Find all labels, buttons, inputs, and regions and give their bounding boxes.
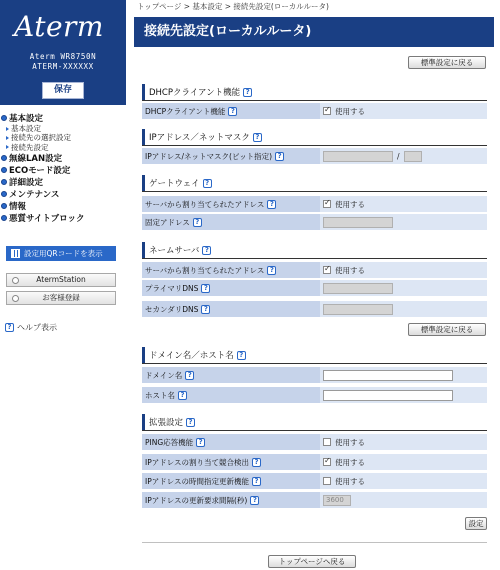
section-title: IPアドレス／ネットマスク bbox=[149, 133, 250, 143]
row-primary-dns bbox=[142, 280, 487, 297]
checkbox-label: 使用する bbox=[335, 106, 365, 116]
row-value bbox=[320, 103, 487, 120]
nav-label: 情報 bbox=[9, 201, 27, 212]
gateway-fixed-address-input[interactable] bbox=[323, 217, 393, 228]
checkbox-label: 使用する bbox=[335, 437, 365, 447]
row-ip-conflict-detection bbox=[142, 454, 487, 471]
aterm-logo: Aterm bbox=[14, 10, 104, 43]
qr-code-icon bbox=[11, 249, 20, 258]
reset-default-button-middle[interactable]: 標準設定に戻る bbox=[408, 323, 486, 336]
nav-label: 無線LAN設定 bbox=[9, 153, 63, 164]
row-value bbox=[320, 367, 487, 384]
row-host-name bbox=[142, 387, 487, 404]
help-icon[interactable]: ? bbox=[202, 246, 211, 255]
row-ping-response bbox=[142, 434, 487, 451]
row-label bbox=[142, 280, 320, 297]
row-timed-renewal bbox=[142, 473, 487, 490]
bullet-icon bbox=[1, 179, 7, 185]
bullet-icon bbox=[1, 215, 7, 221]
nav-label: ECOモード設定 bbox=[9, 165, 71, 176]
sidebar-nav bbox=[0, 112, 126, 224]
row-gateway-fixed bbox=[142, 214, 487, 231]
show-qr-code-button[interactable] bbox=[6, 246, 116, 261]
section-title: DHCPクライアント機能 bbox=[149, 88, 241, 98]
row-value bbox=[320, 148, 487, 165]
model-name: Aterm WR8750N bbox=[29, 52, 97, 61]
section-name-server bbox=[142, 242, 487, 258]
back-to-top-button[interactable]: トップページへ戻る bbox=[268, 555, 356, 568]
section-title: ドメイン名／ホスト名 bbox=[149, 351, 234, 361]
secondary-dns-input[interactable] bbox=[323, 304, 393, 315]
label-text: IPアドレスの更新要求間隔(秒) bbox=[145, 495, 248, 505]
nav-label: 詳細設定 bbox=[9, 177, 44, 188]
help-icon[interactable]: ? bbox=[267, 200, 276, 209]
nav-maintenance[interactable] bbox=[0, 188, 126, 200]
nav-label: 悪質サイトブロック bbox=[9, 213, 85, 224]
row-value bbox=[320, 301, 487, 318]
dns-use-checkbox[interactable] bbox=[323, 266, 331, 274]
help-display-label: ヘルプ表示 bbox=[17, 323, 57, 332]
timed-renewal-checkbox[interactable] bbox=[323, 477, 331, 485]
label-text: 固定アドレス bbox=[145, 217, 190, 227]
nav-eco-mode[interactable] bbox=[0, 164, 126, 176]
help-icon[interactable]: ? bbox=[185, 371, 194, 380]
reset-default-button-top[interactable]: 標準設定に戻る bbox=[408, 56, 486, 69]
label-text: ドメイン名 bbox=[145, 370, 183, 380]
help-display-link[interactable] bbox=[5, 322, 57, 333]
nav-sub-label: 接続先の選択設定 bbox=[11, 133, 71, 143]
nav-sub-label: 基本設定 bbox=[11, 124, 41, 133]
label-text: サーバから割り当てられたアドレス bbox=[145, 199, 265, 209]
dhcp-use-checkbox[interactable] bbox=[323, 107, 331, 115]
checkbox-label: 使用する bbox=[335, 476, 365, 486]
ip-address-input[interactable] bbox=[323, 151, 393, 162]
row-dhcp-client bbox=[142, 103, 487, 120]
help-icon[interactable]: ? bbox=[253, 133, 262, 142]
row-value bbox=[320, 214, 487, 231]
section-title: 拡張設定 bbox=[149, 418, 184, 428]
section-gateway bbox=[142, 175, 487, 191]
label-text: IPアドレスの時間指定更新機能 bbox=[145, 476, 250, 486]
row-label bbox=[142, 387, 320, 404]
arrow-icon bbox=[6, 127, 9, 131]
label-text: セカンダリDNS bbox=[145, 304, 199, 314]
customer-registration-button[interactable] bbox=[6, 291, 116, 305]
help-icon[interactable]: ? bbox=[201, 284, 210, 293]
ping-use-checkbox[interactable] bbox=[323, 438, 331, 446]
help-icon[interactable]: ? bbox=[201, 305, 210, 314]
aterm-station-button[interactable] bbox=[6, 273, 116, 287]
help-icon[interactable]: ? bbox=[252, 458, 261, 467]
row-label bbox=[142, 473, 320, 490]
radio-circle-icon bbox=[12, 295, 19, 302]
help-icon[interactable]: ? bbox=[252, 477, 261, 486]
arrow-icon bbox=[6, 136, 9, 140]
domain-name-input[interactable] bbox=[323, 370, 453, 381]
netmask-bits-input[interactable] bbox=[404, 151, 422, 162]
help-icon[interactable]: ? bbox=[203, 179, 212, 188]
help-icon[interactable]: ? bbox=[196, 438, 205, 447]
gateway-use-checkbox[interactable] bbox=[323, 200, 331, 208]
row-label bbox=[142, 214, 320, 231]
section-dhcp-client bbox=[142, 84, 487, 100]
device-id: ATERM-XXXXXX bbox=[32, 62, 94, 71]
row-value bbox=[320, 196, 487, 213]
nav-wlan-settings[interactable] bbox=[0, 152, 126, 164]
section-domain-host bbox=[142, 347, 487, 363]
row-value bbox=[320, 492, 487, 509]
help-icon[interactable]: ? bbox=[243, 88, 252, 97]
arrow-icon bbox=[6, 145, 9, 149]
label-text: IPアドレスの割り当て競合検出 bbox=[145, 457, 250, 467]
renewal-interval-input[interactable]: 3600 bbox=[323, 495, 351, 506]
brand-panel bbox=[0, 0, 126, 105]
checkbox-label: 使用する bbox=[335, 265, 365, 275]
nav-sub-basic[interactable] bbox=[0, 124, 126, 133]
conflict-detection-checkbox[interactable] bbox=[323, 458, 331, 466]
section-extended bbox=[142, 414, 487, 430]
row-domain-name bbox=[142, 367, 487, 384]
row-label bbox=[142, 148, 320, 165]
aterm-station-label: AtermStation bbox=[36, 275, 86, 284]
primary-dns-input[interactable] bbox=[323, 283, 393, 294]
section-ip-netmask bbox=[142, 129, 487, 145]
row-secondary-dns bbox=[142, 301, 487, 318]
row-label bbox=[142, 196, 320, 213]
main-content bbox=[134, 0, 494, 566]
nav-label: 基本設定 bbox=[9, 114, 44, 124]
row-value bbox=[320, 434, 487, 451]
nav-info[interactable] bbox=[0, 200, 126, 212]
bullet-icon bbox=[1, 191, 7, 197]
row-value bbox=[320, 262, 487, 279]
help-icon[interactable]: ? bbox=[193, 218, 202, 227]
row-label bbox=[142, 492, 320, 509]
bullet-icon bbox=[1, 115, 7, 121]
qr-button-label: 設定用QRコードを表示 bbox=[24, 249, 103, 258]
label-text: IPアドレス/ネットマスク(ビット指定) bbox=[145, 151, 273, 161]
row-label bbox=[142, 367, 320, 384]
help-icon[interactable]: ? bbox=[228, 107, 237, 116]
nav-malicious-site-block[interactable] bbox=[0, 212, 126, 224]
row-gateway-assigned bbox=[142, 196, 487, 213]
section-title: ネームサーバ bbox=[149, 246, 200, 256]
help-icon[interactable]: ? bbox=[178, 391, 187, 400]
row-value bbox=[320, 280, 487, 297]
sidebar bbox=[0, 0, 126, 570]
radio-circle-icon bbox=[12, 277, 19, 284]
bullet-icon bbox=[1, 155, 7, 161]
nav-basic-settings[interactable] bbox=[0, 112, 126, 124]
nav-detail-settings[interactable] bbox=[0, 176, 126, 188]
label-text: サーバから割り当てられたアドレス bbox=[145, 265, 265, 275]
label-text: ホスト名 bbox=[145, 390, 175, 400]
section-title: ゲートウェイ bbox=[149, 179, 200, 189]
host-name-input[interactable] bbox=[323, 390, 453, 401]
help-icon[interactable]: ? bbox=[267, 266, 276, 275]
row-label bbox=[142, 103, 320, 120]
breadcrumb: トップページ > 基本設定 > 接続先設定(ローカルルータ) bbox=[137, 2, 329, 11]
checkbox-label: 使用する bbox=[335, 457, 365, 467]
row-label bbox=[142, 262, 320, 279]
row-dns-assigned bbox=[142, 262, 487, 279]
help-icon[interactable]: ? bbox=[275, 152, 284, 161]
checkbox-label: 使用する bbox=[335, 199, 365, 209]
help-icon[interactable]: ? bbox=[237, 351, 246, 360]
bullet-icon bbox=[1, 167, 7, 173]
apply-settings-button[interactable]: 設定 bbox=[465, 517, 487, 530]
nav-sub-label: 接続先設定 bbox=[11, 142, 49, 152]
label-text: プライマリDNS bbox=[145, 283, 199, 293]
nav-label: メンテナンス bbox=[9, 189, 60, 200]
row-value bbox=[320, 454, 487, 471]
label-text: DHCPクライアント機能 bbox=[145, 106, 226, 116]
save-button[interactable]: 保存 bbox=[42, 82, 84, 99]
row-value bbox=[320, 473, 487, 490]
label-text: PING応答機能 bbox=[145, 437, 194, 447]
help-icon[interactable]: ? bbox=[186, 418, 195, 427]
model-info bbox=[0, 52, 126, 72]
ip-separator: / bbox=[397, 151, 400, 161]
page-title: 接続先設定(ローカルルータ) bbox=[134, 17, 494, 47]
nav-sub-connection-settings[interactable] bbox=[0, 143, 126, 152]
row-renewal-interval bbox=[142, 492, 487, 509]
row-value bbox=[320, 387, 487, 404]
row-label bbox=[142, 454, 320, 471]
divider bbox=[142, 542, 487, 543]
row-label bbox=[142, 301, 320, 318]
nav-sub-connection-select[interactable] bbox=[0, 133, 126, 142]
row-ip-netmask bbox=[142, 148, 487, 165]
customer-registration-label: お客様登録 bbox=[42, 293, 80, 302]
help-icon: ? bbox=[5, 323, 14, 332]
bullet-icon bbox=[1, 203, 7, 209]
help-icon[interactable]: ? bbox=[250, 496, 259, 505]
row-label bbox=[142, 434, 320, 451]
